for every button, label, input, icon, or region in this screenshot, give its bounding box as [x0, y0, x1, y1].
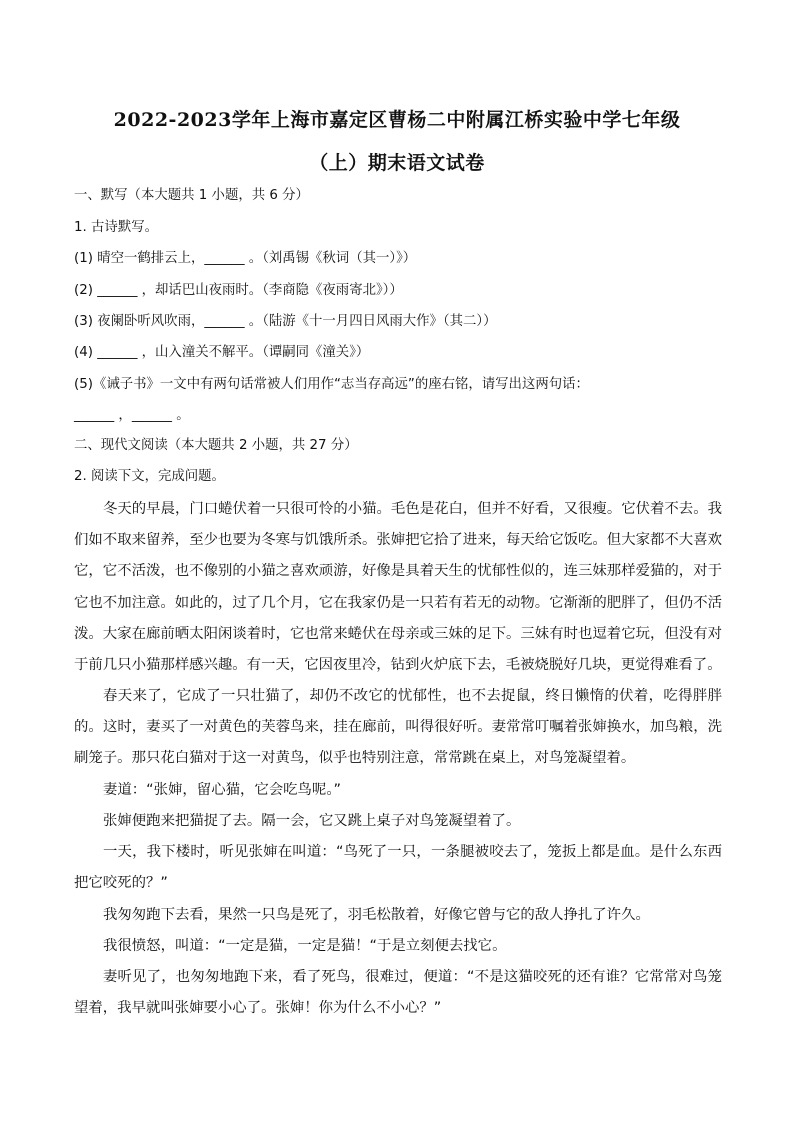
- section-heading-reading: 二、现代文阅读（本大题共 2 小题，共 27 分）: [74, 438, 358, 453]
- question-1-item-3: (3) 夜阑卧听风吹雨，______ 。（陆游《十一月四日风雨大作》（其二））: [74, 314, 497, 329]
- question-1-item-2: (2) ______ ，却话巴山夜雨时。（李商隐《夜雨寄北》））: [74, 283, 403, 298]
- passage-paragraph-4: 妻道：“张婶，留心猫，它会吃鸟呢。”: [103, 782, 341, 798]
- document-title-line-1: 2022-2023学年上海市嘉定区曹杨二中附属江桥实验中学七年级: [113, 109, 681, 131]
- question-1-item-5-blanks: ______ ，______ 。: [74, 408, 190, 423]
- passage-paragraph-3: 这时，妻买了一对黄色的芙蓉鸟来，挂在廊前，叫得很好听。妻常常叮嘱着张婶换水，加鸟粮，洗刷笼子。那只花白猫对于这一对黄鸟，似乎也特别注意，常常跳在桌上，对鸟笼凝望着。: [74, 719, 722, 767]
- passage-paragraph-9: 妻听见了，也匆匆地跑下来，看了死鸟，很难过，便道：“不是这猫咬死的还有谁？它常常对鸟笼望着，我早就叫张婶要小心了。张婶！你为什么不小心？”: [74, 969, 722, 1017]
- question-1-stem: 1. 古诗默写。: [74, 220, 158, 235]
- question-1-item-5: (5)《诫子书》一文中有两句话常被人们用作“志当存高远”的座右铭，请写出这两句话：: [74, 377, 589, 392]
- passage-paragraph-6: 一天，我下楼时，听见张婶在叫道：“鸟死了一只，一条腿被咬去了，笼扳上都是血。是什么东西把它咬死的？”: [74, 844, 722, 892]
- question-2-stem: 2. 阅读下文，完成问题。: [74, 469, 225, 484]
- section-heading-dictation: 一、默写（本大题共 1 小题，共 6 分）: [74, 188, 309, 203]
- passage-paragraph-5: 张婶便跑来把猫捉了去。隔一会，它又跳上桌子对鸟笼凝望着了。: [103, 813, 521, 829]
- question-1-item-1: (1) 晴空一鹤排云上，______ 。（刘禹锡《秋词（其一）》）: [74, 251, 417, 266]
- passage-paragraph-2: 春天来了，它成了一只壮猫了，却仍不改它的忧郁性，也不去捉鼠，终日懒惰的伏着，吃得胖胖的。: [74, 688, 722, 736]
- question-1-item-4: (4) ______ ，山入潼关不解平。（谭嗣同《潼关》）: [74, 345, 370, 360]
- passage-paragraph-7: 我匆匆跑下去看，果然一只鸟是死了，羽毛松散着，好像它曾与它的敌人挣扎了许久。: [103, 907, 650, 923]
- document-title-line-2: （上）期末语文试卷: [309, 152, 485, 174]
- passage-paragraph-8: 我很愤怒，叫道：“一定是猫，一定是猫！“于是立刻便去找它。: [103, 938, 507, 954]
- passage-paragraph-1: 冬天的早晨，门口蜷伏着一只很可怜的小猫。毛色是花白，但并不好看，又很瘦。它伏着不去。我们如不取来留养，至少也要为冬寒与饥饿所杀。张婶把它拾了进来，每天给它饭吃。但大家都不大喜欢它，它不活泼，也不像别的小猫之喜欢顽游，好像是具着天生的忧郁性似的，连三妹那样爱猫的，对于它也不加注意。如此的，过了几个月，它在我家仍是一只若有若无的动物。它渐渐的肥胖了，但仍不活泼。大家在廊前晒太阳闲谈着时，它也常来蜷伏在母亲或三妹的足下。三妹有时也逗着它玩，但没有对于前几只小猫那样感兴趣。有一天，它因夜里冷，钻到火炉底下去，毛被烧脱好几块，更觉得难看了。: [74, 501, 722, 674]
